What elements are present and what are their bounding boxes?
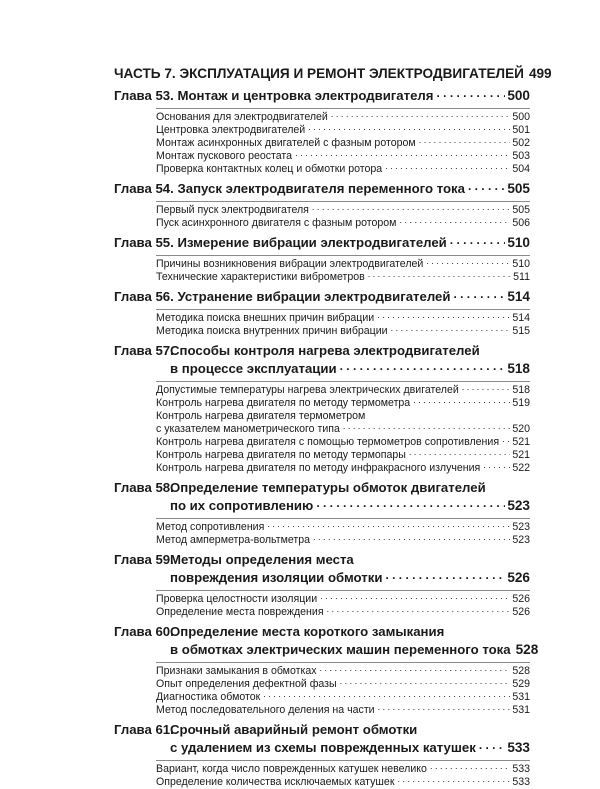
chapter-label: Глава 57. xyxy=(114,343,174,358)
chapter-page: 518 xyxy=(507,361,530,376)
section-list xyxy=(156,255,530,284)
chapter-label: Глава 53. xyxy=(114,88,174,103)
chapter-title-cont: с удалением из схемы поврежденных катушек xyxy=(170,740,476,755)
dot-leader xyxy=(468,177,505,195)
chapter-heading-line1[interactable] xyxy=(114,623,530,641)
chapter-heading[interactable] xyxy=(114,180,530,198)
chapter-title-cont: в процессе эксплуатации xyxy=(170,361,337,376)
dot-leader xyxy=(479,736,506,754)
section-entry[interactable]: Метод последовательного деления на части . . . 531 xyxy=(156,704,530,717)
section-entry[interactable]: Причины возникновения вибрации электродвигателей . . . 510 xyxy=(156,258,530,271)
section-entry[interactable]: Метод амперметра-вольтметра . . . 523 xyxy=(156,534,530,547)
chapter-title: Способы контроля нагрева электродвигателей xyxy=(170,343,480,358)
chapter-title: Определение места короткого замыкания xyxy=(170,624,445,639)
section-entry[interactable]: Методика поиска внутренних причин вибрации . . . 515 xyxy=(156,325,530,338)
chapter-53 xyxy=(114,87,530,176)
chapter-label: Глава 60. xyxy=(114,624,174,639)
chapter-heading[interactable] xyxy=(114,234,530,252)
chapter-title: Методы определения места xyxy=(170,552,354,567)
chapter-title-cont: в обмотках электрических машин переменного тока xyxy=(170,642,511,657)
dot-leader xyxy=(340,357,506,375)
dot-leader xyxy=(437,84,506,102)
chapter-60 xyxy=(114,623,539,717)
chapter-heading[interactable] xyxy=(114,288,530,306)
chapter-58 xyxy=(114,479,530,547)
section-entry[interactable]: Методика поиска внешних причин вибрации . . . 514 xyxy=(156,312,530,325)
chapter-57 xyxy=(114,342,530,475)
chapter-page: 533 xyxy=(507,740,530,755)
section-list xyxy=(156,108,530,176)
section-entry[interactable]: Основания для электродвигателей . . . 500 xyxy=(156,111,530,124)
chapter-heading-line2[interactable] xyxy=(114,360,530,378)
chapter-title: Срочный аварийный ремонт обмотки xyxy=(170,722,418,737)
part-page: 499 xyxy=(528,66,552,81)
section-list xyxy=(156,760,530,789)
chapter-title: Измерение вибрации электродвигателей xyxy=(177,235,447,250)
section-list xyxy=(156,309,530,338)
section-entry[interactable]: Диагностика обмоток . . . 531 xyxy=(156,691,530,704)
part-title: ЧАСТЬ 7. ЭКСПЛУАТАЦИЯ И РЕМОНТ ЭЛЕКТРОДВИГАТЕЛЕЙ xyxy=(114,66,524,81)
chapter-title: Определение температуры обмоток двигателей xyxy=(170,480,486,495)
section-list xyxy=(156,662,530,717)
chapter-label: Глава 54. xyxy=(114,181,174,196)
chapter-title: Устранение вибрации электродвигателей xyxy=(177,289,451,304)
section-entry[interactable]: Контроль нагрева двигателя по методу инфракрасного излучения . . . 522 xyxy=(156,462,530,475)
section-entry[interactable]: Контроль нагрева двигателя по методу термометра . . . 519 xyxy=(156,397,530,410)
chapter-55 xyxy=(114,234,530,284)
chapter-label: Глава 55. xyxy=(114,235,174,250)
section-entry[interactable]: Определение места повреждения . . . 526 xyxy=(156,606,530,619)
chapter-page: 526 xyxy=(507,570,530,585)
section-list xyxy=(156,518,530,547)
chapter-heading-line2[interactable] xyxy=(114,497,530,515)
section-entry[interactable]: Первый пуск электродвигателя . . . 505 xyxy=(156,204,530,217)
chapter-page: 510 xyxy=(507,235,530,250)
section-entry[interactable]: Контроль нагрева двигателя с помощью термометров сопротивления . . . 521 xyxy=(156,436,530,449)
section-entry[interactable]: Проверка контактных колец и обмотки ротора . . . 504 xyxy=(156,163,530,176)
table-of-contents xyxy=(114,64,552,789)
chapter-heading-line2[interactable] xyxy=(114,641,539,659)
section-entry[interactable]: Проверка целостности изоляции . . . 526 xyxy=(156,593,530,606)
chapter-heading-line2[interactable] xyxy=(114,569,530,587)
chapter-59 xyxy=(114,551,530,619)
section-entry[interactable]: Контроль нагрева двигателя по методу термопары . . . 521 xyxy=(156,449,530,462)
chapter-page: 523 xyxy=(507,498,530,513)
section-entry[interactable]: Признаки замыкания в обмотках . . . 528 xyxy=(156,665,530,678)
chapter-label: Глава 58. xyxy=(114,480,174,495)
chapter-page: 528 xyxy=(515,642,539,657)
section-entry[interactable]: Опыт определения дефектной фазы . . . 529 xyxy=(156,678,530,691)
chapter-label: Глава 59. xyxy=(114,552,174,567)
section-entry[interactable]: Пуск асинхронного двигателя с фазным ротором . . . 506 xyxy=(156,217,530,230)
section-list xyxy=(156,590,530,619)
section-entry-wrapped[interactable]: Контроль нагрева двигателя термометром xyxy=(156,410,366,422)
section-list xyxy=(156,201,530,230)
dot-leader xyxy=(450,231,506,249)
section-list xyxy=(156,381,530,475)
chapter-title: Запуск электродвигателя переменного тока xyxy=(177,181,465,196)
chapter-heading[interactable] xyxy=(114,87,530,105)
section-entry[interactable]: Допустимые температуры нагрева электрических двигателей . . . 518 xyxy=(156,384,530,397)
section-entry[interactable]: Монтаж пускового реостата . . . 503 xyxy=(156,150,530,163)
section-entry[interactable]: Метод сопротивления . . . 523 xyxy=(156,521,530,534)
section-entry[interactable]: Центровка электродвигателей . . . 501 xyxy=(156,124,530,137)
dot-leader xyxy=(453,285,505,303)
chapter-page: 500 xyxy=(507,88,530,103)
chapter-title-cont: по их сопротивлению xyxy=(170,498,314,513)
section-entry[interactable]: Определение количества исключаемых катушек . . . 533 xyxy=(156,776,530,789)
chapter-page: 505 xyxy=(507,181,530,196)
section-entry[interactable]: Монтаж асинхронных двигателей с фазным ротором . . . 502 xyxy=(156,137,530,150)
chapter-label: Глава 56. xyxy=(114,289,174,304)
dot-leader xyxy=(385,566,505,584)
chapter-54 xyxy=(114,180,530,230)
chapter-heading-line1[interactable] xyxy=(114,721,530,739)
section-entry[interactable]: Вариант, когда число поврежденных катушек невелико . . . 533 xyxy=(156,763,530,776)
section-entry[interactable]: Технические характеристики виброметров . . . 511 xyxy=(156,271,530,284)
chapter-page: 514 xyxy=(507,289,530,304)
chapter-56 xyxy=(114,288,530,338)
dot-leader xyxy=(316,494,505,512)
chapter-title: Монтаж и центровка электродвигателя xyxy=(177,88,434,103)
chapter-title-cont: повреждения изоляции обмотки xyxy=(170,570,383,585)
chapter-label: Глава 61. xyxy=(114,722,174,737)
chapter-heading-line2[interactable] xyxy=(114,739,530,757)
part-heading[interactable] xyxy=(114,64,552,83)
chapter-61 xyxy=(114,721,530,789)
section-entry-cont[interactable]: с указателем манометрического типа . . . 520 xyxy=(156,423,530,436)
